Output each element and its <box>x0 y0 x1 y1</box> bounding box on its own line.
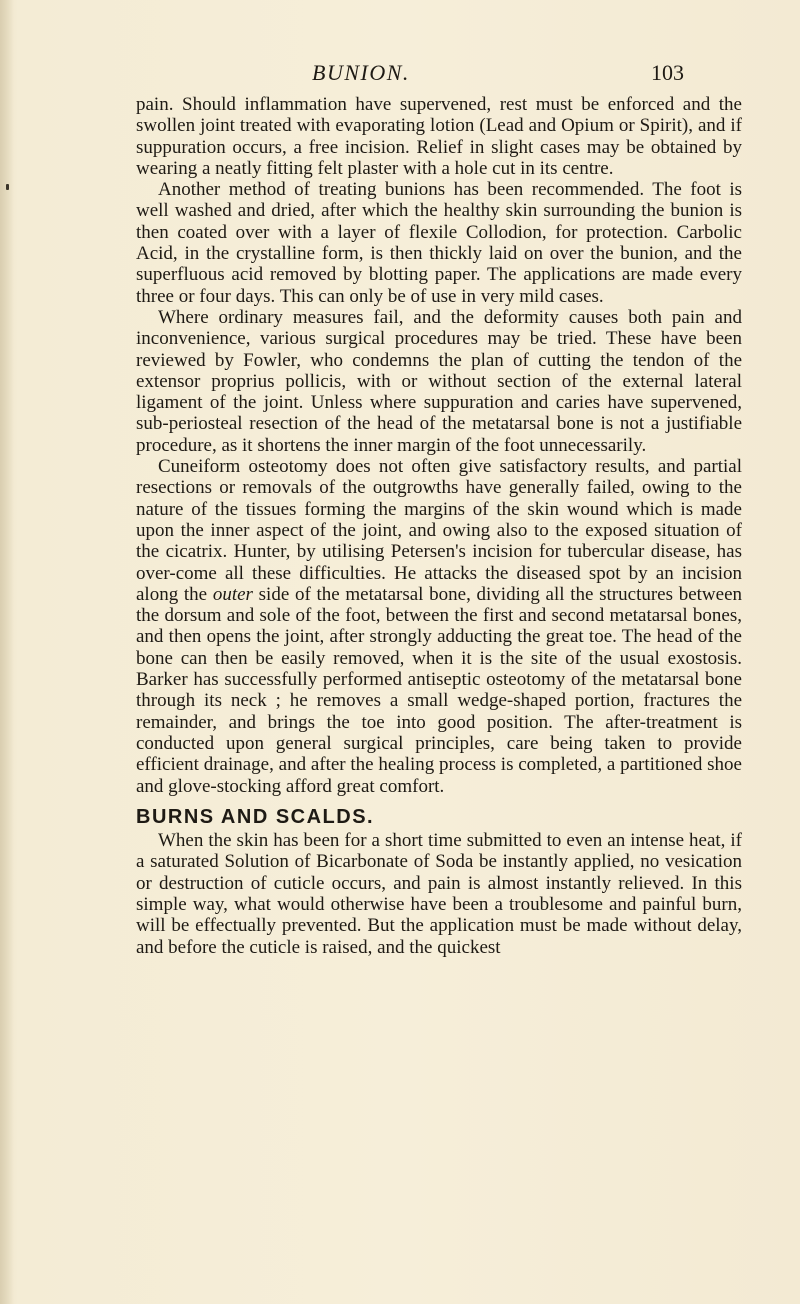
section-paragraph: When the skin has been for a short time submitted to even an intense heat, if a saturated Solution of Bicarbonate of Soda be instantly applied, no vesication or destruction of cuticle occurs, and pain is almost instantly relieved. In this simple way, what would otherwise have been a troublesome and painful burn, will be effectually prevented. But the application must be made without delay, and before the cuticle is raised, and the quickest <box>136 830 742 958</box>
body-text <box>136 94 742 958</box>
running-head <box>136 60 684 90</box>
paragraph-2: Another method of treating bunions has been recommended. The foot is well washed and dried, after which the healthy skin surrounding the bunion is then coated over with a layer of flexile Collodion, for protection. Carbolic Acid, in the crystalline form, is then thickly laid on over the bunion, and the superfluous acid removed by blotting paper. The applications are made every three or four days. This can only be of use in very mild cases. <box>136 179 742 307</box>
margin-mark <box>6 184 9 190</box>
emphasis-outer: outer <box>212 583 253 605</box>
paragraph-4-part-1: Cuneiform osteotomy does not often give satisfactory results, and partial resections or removals of the outgrowths have generally failed, owing to the nature of the tissues forming the margins of the skin wound which is made upon the inner aspect of the joint, and owing also to the exposed situation of the cicatrix. Hunter, by utilising Petersen's incision for tubercular disease, has over-come all these difficulties. He attacks the diseased spot by an incision along the <box>136 456 742 605</box>
paragraph-4 <box>136 456 742 797</box>
section-heading: BURNS AND SCALDS. <box>136 805 375 828</box>
paragraph-1: pain. Should inflammation have supervened, rest must be enforced and the swollen joint treated with evaporating lotion (Lead and Opium or Spirit), and if suppuration occurs, a free incision. Relief in slight cases may be obtained by wearing a neatly fitting felt plaster with a hole cut in its centre. <box>136 94 742 179</box>
page-number: 103 <box>651 60 684 85</box>
paragraph-3: Where ordinary measures fail, and the deformity causes both pain and inconvenience, various surgical procedures may be tried. These have been reviewed by Fowler, who condemns the plan of cutting the tendon of the extensor proprius pollicis, with or without section of the external lateral ligament of the joint. Unless where suppuration and caries have supervened, sub-periosteal resection of the head of the metatarsal bone is not a justifiable procedure, as it shortens the inner margin of the foot unnecessarily. <box>136 306 742 456</box>
running-title: BUNION. <box>312 60 410 85</box>
gutter-shadow <box>0 0 14 1304</box>
paragraph-4-part-2: side of the metatarsal bone, dividing all the structures between the dorsum and sole of the foot, between the first and second metatarsal bones, and then opens the joint, after strongly adducting the great toe. The head of the bone can then be easily removed, when it is the site of the usual exostosis. Barker has successfully performed antiseptic osteotomy of the metatarsal bone through its neck ; he removes a small wedge-shaped portion, fractures the remainder, and brings the toe into good position. The after-treatment is conducted upon general surgical principles, care being taken to provide efficient drainage, and after the healing process is completed, a partitioned shoe and glove-stocking afford great comfort. <box>136 583 742 797</box>
